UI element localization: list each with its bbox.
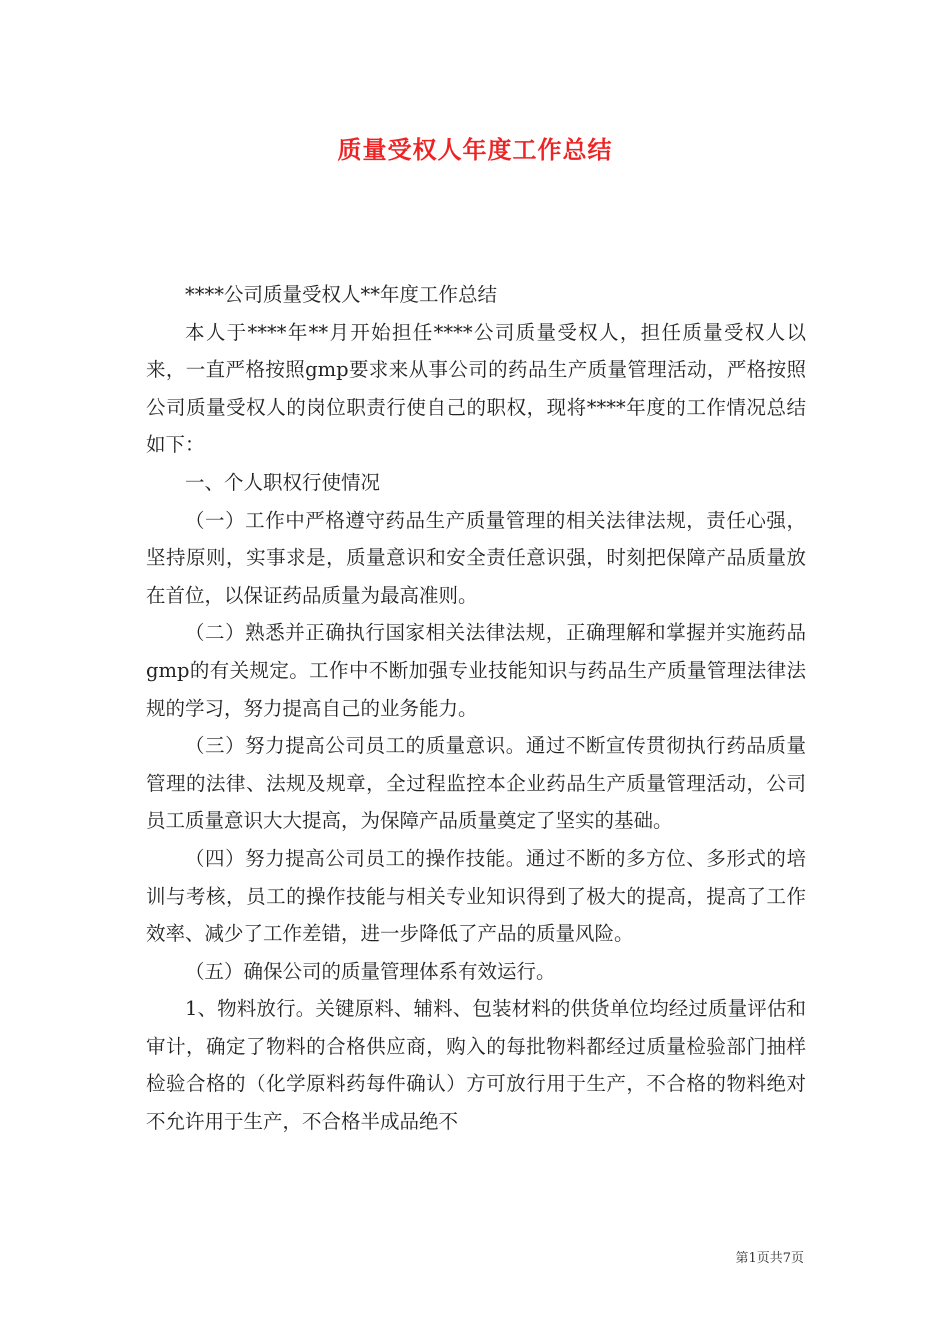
paragraph-intro: 本人于****年**月开始担任****公司质量受权人，担任质量受权人以来，一直严格按照gmp要求来从事公司的药品生产质量管理活动，严格按照公司质量受权人的岗位职责行使自己的职权，现将****年度的工作情况总结如下： [146,320,806,457]
paragraph-item-5: （五）确保公司的质量管理体系有效运行。 [185,959,556,983]
paragraph-material-release: 1、物料放行。关键原料、辅料、包装材料的供货单位均经过质量评估和审计，确定了物料的合格供应商，购入的每批物料都经过质量检验部门抽样检验合格的（化学原料药每件确认）方可放行用于生产，不合格的物料绝对不允许用于生产，不合格半成品绝不 [146,997,806,1134]
document-body [146,276,806,1141]
paragraph-item-3: （三）努力提高公司员工的质量意识。通过不断宣传贯彻执行药品质量管理的法律、法规及规章，全过程监控本企业药品生产质量管理活动，公司员工质量意识大大提高，为保障产品质量奠定了坚实的基础。 [146,734,806,833]
page-number-footer: 第1页共7页 [735,1251,804,1266]
paragraph-item-4: （四）努力提高公司员工的操作技能。通过不断的多方位、多形式的培训与考核，员工的操作技能与相关专业知识得到了极大的提高，提高了工作效率、减少了工作差错，进一步降低了产品的质量风险。 [146,846,806,946]
paragraph-subtitle: ****公司质量受权人**年度工作总结 [185,283,498,306]
document-title: 质量受权人年度工作总结 [337,135,613,164]
paragraph-item-2: （二）熟悉并正确执行国家相关法律法规，正确理解和掌握并实施药品gmp的有关规定。工作中不断加强专业技能知识与药品生产质量管理法律法规的学习，努力提高自己的业务能力。 [146,621,806,720]
section-heading: 一、个人职权行使情况 [185,470,381,494]
paragraph-item-1: （一）工作中严格遵守药品生产质量管理的相关法律法规，责任心强，坚持原则，实事求是，质量意识和安全责任意识强，时刻把保障产品质量放在首位，以保证药品质量为最高准则。 [146,508,806,607]
